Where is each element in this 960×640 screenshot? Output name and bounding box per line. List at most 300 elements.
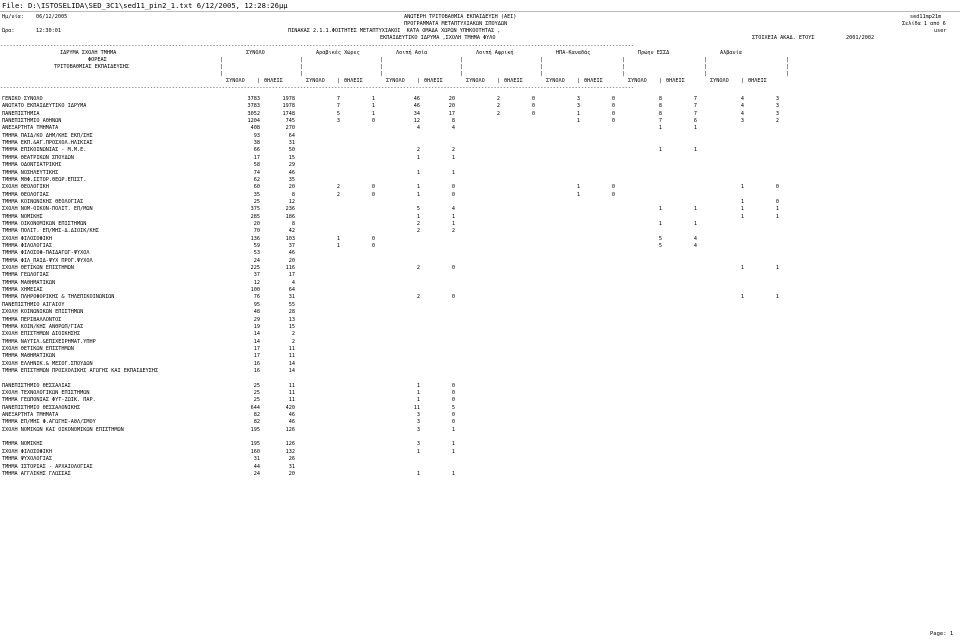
row-value: 100 [250, 287, 260, 294]
row-value: 1 [693, 147, 697, 154]
row-value: 2 [775, 118, 779, 124]
table-row [0, 206, 960, 213]
row-value: 17 [253, 154, 260, 161]
separator-header: ----------------------------------------------------------------------------------------------------------------------------------------------------------------------------------------------------------- [0, 85, 634, 91]
row-value: 0 [451, 390, 455, 396]
row-value: 15 [288, 323, 295, 330]
table-row [0, 390, 960, 397]
row-value: 64 [288, 287, 295, 294]
row-value: 48 [253, 309, 260, 316]
row-value: 62 [253, 176, 260, 183]
row-value: 1 [416, 470, 420, 477]
table-row [0, 162, 960, 169]
row-value: 4 [451, 206, 455, 213]
academic-year: 2001/2002 [846, 35, 875, 41]
row-value: 0 [611, 110, 615, 117]
header-sub-divider: | [497, 78, 501, 84]
row-value: 0 [371, 118, 375, 124]
row-value: 7 [693, 96, 697, 102]
row-value: 1 [416, 184, 420, 191]
row-label: ΣΧΟΛΗ ΘΕΤΙΚΩΝ ΕΠΙΣΤΗΜΩΝ [2, 345, 74, 352]
table-row [0, 309, 960, 316]
row-value: 8 [451, 118, 455, 124]
row-value: 25 [253, 390, 260, 396]
row-value: 132 [285, 448, 295, 455]
row-value: 20 [288, 184, 295, 191]
row-value: 7 [336, 103, 340, 110]
row-label: ΣΧΟΛΗ ΕΠΙΣΤΗΜΩΝ ΔΙΟΙΚΗΣΗΣ [2, 331, 81, 338]
row-value: 3 [775, 110, 779, 117]
row-value: 17 [253, 345, 260, 352]
row-value: 270 [285, 125, 295, 132]
table-row [0, 317, 960, 324]
table-row [0, 302, 960, 309]
row-label: ΣΧΟΛΗ ΦΙΛΟΣΟΦΙΚΗ [2, 235, 52, 242]
row-value: 2 [416, 228, 420, 235]
row-value: 12 [288, 198, 295, 205]
row-label: ΤΜΗΜΑ ΨΥΧΟΛΟΓΙΑΣ [2, 456, 52, 463]
row-value: 93 [253, 132, 260, 139]
row-label: ΣΧΟΛΗ ΘΕΤΙΚΩΝ ΕΠΙΣΤΗΜΩΝ [2, 265, 74, 271]
header-column-divider: | [380, 57, 384, 63]
row-value: 70 [253, 228, 260, 235]
row-value: 0 [531, 103, 535, 110]
row-label: ΣΧΟΛΗ ΤΕΧΝΟΛΟΓΙΚΩΝ ΕΠΙΣΤΗΜΩΝ [2, 390, 90, 396]
row-label: ΣΧΟΛΗ ΦΙΛΟΣΟΦΙΚΗ [2, 448, 52, 455]
row-value: 285 [250, 213, 260, 220]
header-sub-divider: | [337, 78, 341, 84]
table-row [0, 272, 960, 279]
sub-header-5-1: ΣΥΝΟΛΟ [546, 78, 565, 84]
row-label: ΤΜΗΜΑ ΕΚΠ.&ΑΓ.ΠΡΟΣΧΟΛ.ΗΛΙΚΙΑΣ [2, 140, 93, 147]
report-header-line-4 [0, 35, 960, 42]
row-value: 46 [288, 250, 295, 257]
row-value: 126 [285, 426, 295, 433]
row-value: 59 [253, 243, 260, 249]
row-label: ΤΜΗΜΑ ΠΟΛΙΤ. ΕΠ/ΜΗΣ-Δ.ΔΙΟΙΚ/ΚΗΣ [2, 228, 99, 235]
row-label: ΤΜΗΜΑ ΝΟΜΙΚΗΣ [2, 441, 43, 448]
row-value: 4 [740, 103, 744, 110]
row-value: 20 [288, 257, 295, 264]
row-value: 11 [288, 397, 295, 404]
row-value: 0 [531, 110, 535, 117]
table-row [0, 353, 960, 360]
row-label: ΤΜΗΜΑ ΓΕΩΠΟΝΙΑΣ ΦΥΤ-ΖΩΙΚ. ΠΑΡ. [2, 397, 96, 404]
table-row [0, 147, 960, 154]
row-value: 1 [740, 213, 744, 220]
row-value: 38 [253, 140, 260, 147]
date-label: Ημ/νία: [2, 14, 24, 20]
table-row [0, 339, 960, 346]
row-value: 0 [451, 265, 455, 271]
table-row [0, 405, 960, 412]
row-label: ΑΝΩΤΑΤΟ ΕΚΠΑΙΔΕΥΤΙΚΟ ΙΔΡΥΜΑ [2, 103, 87, 110]
table-row [0, 383, 960, 390]
row-value: 2 [496, 103, 500, 110]
row-value: 3 [416, 412, 420, 419]
sub-header-7-1: ΣΥΝΟΛΟ [710, 78, 729, 84]
row-value: 82 [253, 419, 260, 426]
row-value: 195 [250, 426, 260, 433]
header-column-divider: | [704, 71, 708, 77]
row-value: 8 [291, 220, 295, 227]
report-header-line-3 [0, 28, 960, 35]
row-value: 3 [775, 96, 779, 102]
row-value: 8 [658, 103, 662, 110]
row-value: 1 [416, 382, 420, 389]
row-value: 74 [253, 169, 260, 176]
sub-header-1-1: ΣΥΝΟΛΟ [226, 78, 245, 84]
row-value: 1 [693, 206, 697, 213]
row-value: 19 [253, 323, 260, 330]
row-value: 1 [693, 220, 697, 227]
report-title: ΑΝΩΤΕΡΗ ΤΡΙΤΟΒΑΘΜΙΑ ΕΚΠΑΙΔΕΥΣΗ (ΑΕΙ) [404, 14, 517, 20]
row-value: 50 [288, 147, 295, 154]
row-value: 31 [288, 463, 295, 470]
row-value: 1 [371, 96, 375, 102]
row-label: ΤΜΗΜΑ ΝΑΥΤΙΛ.&ΕΠΙΧΕΙΡΗΜΑΤ.ΥΠΗΡ [2, 338, 96, 345]
row-value: 0 [611, 103, 615, 110]
row-value: 1 [371, 110, 375, 117]
header-column-divider: | [786, 57, 790, 63]
row-value: 375 [250, 206, 260, 213]
row-label: ΤΜΗΜΑ ΠΕΡΙΒΑΛΛΟΝΤΟΣ [2, 316, 62, 323]
row-label: ΤΜΗΜΑ ΜΑΘΗΜΑΤΙΚΩΝ [2, 279, 56, 286]
table-row [0, 434, 960, 441]
table-row [0, 199, 960, 206]
row-value: 1 [658, 125, 662, 132]
row-value: 1978 [282, 103, 295, 110]
table-row [0, 111, 960, 118]
table-row [0, 324, 960, 331]
row-value: 1 [416, 390, 420, 396]
header-column-divider: | [704, 57, 708, 63]
header-sub-divider: | [741, 78, 745, 84]
row-value: 1 [693, 125, 697, 132]
row-value: 195 [250, 441, 260, 448]
row-label: ΤΜΗΜΑ ΝΟΣΗΛΕΥΤΙΚΗΣ [2, 169, 59, 176]
table-title: ΠΙΝΑΚΑΣ 2.1.1.ΦΟΙΤΗΤΕΣ ΜΕΤΑΠΤΥΧΙΑΚΟΙ ΚΑΤΑ ΟΜΑΔΑ ΧΩΡΩΝ ΥΠΗΚΟΟΤΗΤΑΣ , [288, 28, 501, 34]
row-value: 408 [250, 125, 260, 132]
row-label: ΑΝΕΞΑΡΤΗΤΑ ΤΜΗΜΑΤΑ [2, 125, 59, 132]
sub-header-2-2: ΘΗΛΕΙΣ [344, 78, 363, 84]
row-value: 3783 [247, 96, 260, 102]
row-value: 2 [416, 147, 420, 154]
table-row [0, 192, 960, 199]
table-row [0, 412, 960, 419]
row-value: 116 [285, 265, 295, 271]
row-value: 37 [253, 272, 260, 279]
table-row [0, 214, 960, 221]
row-value: 46 [413, 103, 420, 110]
table-row [0, 471, 960, 478]
header-column-divider: | [540, 64, 544, 70]
row-value: 11 [288, 345, 295, 352]
header-column-divider: | [220, 57, 224, 63]
row-label: ΣΧΟΛΗ ΝΟΜ-ΟΙΚΟΝ-ΠΟΛΙΤ. ΕΠ/ΜΩΝ [2, 206, 93, 213]
row-value: 2 [416, 265, 420, 271]
table-row [0, 103, 960, 110]
row-label: ΓΕΝΙΚΟ ΣΥΝΟΛΟ [2, 96, 43, 102]
header-column-divider: | [622, 64, 626, 70]
row-label: ΤΜΗΜΑ ΟΔΟΝΤΙΑΤΡΙΚΗΣ [2, 162, 62, 169]
row-value: 7 [693, 110, 697, 117]
row-value: 66 [253, 147, 260, 154]
row-value: 1 [451, 441, 455, 448]
row-value: 14 [253, 338, 260, 345]
row-value: 1 [740, 206, 744, 213]
row-value: 46 [288, 412, 295, 419]
row-value: 126 [285, 441, 295, 448]
user-name: user [934, 28, 947, 34]
table-row [0, 280, 960, 287]
row-value: 0 [775, 198, 779, 205]
row-value: 31 [288, 140, 295, 147]
row-value: 0 [371, 235, 375, 242]
report-header-line-1 [0, 14, 960, 21]
row-value: 0 [611, 191, 615, 198]
row-value: 0 [371, 191, 375, 198]
row-value: 20 [448, 103, 455, 110]
table-row [0, 184, 960, 191]
row-label: ΤΜΗΜΑ ΜΑΘΗΜΑΤΙΚΩΝ [2, 353, 56, 360]
row-value: 3783 [247, 103, 260, 110]
row-value: 13 [288, 316, 295, 323]
table-row [0, 464, 960, 471]
table-row [0, 397, 960, 404]
row-value: 4 [291, 279, 295, 286]
table-row [0, 361, 960, 368]
row-value: 3 [416, 419, 420, 426]
header-sub-divider: | [417, 78, 421, 84]
group-header-7: Αλβανία [720, 50, 742, 56]
row-label: ΤΜΗΜΑ ΙΣΤΟΡΙΑΣ - ΑΡΧΑΙΟΛΟΓΙΑΣ [2, 463, 93, 470]
row-value: 1 [416, 213, 420, 220]
row-value: 3 [416, 426, 420, 433]
row-label: ΤΜΗΜΑ ΘΕΟΛΟΓΙΑΣ [2, 191, 49, 198]
row-value: 55 [288, 301, 295, 308]
row-value: 0 [611, 96, 615, 102]
sub-header-3-2: ΘΗΛΕΙΣ [424, 78, 443, 84]
row-value: 1 [775, 213, 779, 220]
table-row [0, 133, 960, 140]
table-row [0, 449, 960, 456]
row-value: 0 [451, 191, 455, 198]
row-value: 2 [496, 96, 500, 102]
row-value: 1 [416, 397, 420, 404]
row-label: ΤΜΗΜΑ ΠΑΙΔ/ΚΟ ΔΗΜ/ΚΗΣ ΕΚΠ/ΣΗΣ [2, 132, 93, 139]
stats-label: ΣΤΟΙΧΕΙΑ ΑΚΑΔ. ΕΤΟΥΣ [752, 35, 815, 41]
row-label: ΠΑΝΕΠΙΣΤΗΜΙΑ [2, 110, 40, 117]
page-indicator: Σελίδα 1 από 6 [902, 21, 946, 27]
row-label: ΤΜΗΜΑ ΟΙΚΟΝΟΜΙΚΩΝ ΕΠΙΣΤΗΜΩΝ [2, 220, 87, 227]
header-column-divider: | [622, 71, 626, 77]
row-value: 1 [451, 169, 455, 176]
row-value: 28 [288, 309, 295, 316]
row-value: 5 [658, 243, 662, 249]
row-value: 1 [658, 206, 662, 213]
row-label: ΠΑΝΕΠΙΣΤΗΜΙΟ ΘΕΣΣΑΛΙΑΣ [2, 382, 71, 389]
row-value: 8 [291, 191, 295, 198]
row-value: 1 [740, 294, 744, 301]
row-value: 42 [288, 228, 295, 235]
row-value: 160 [250, 448, 260, 455]
row-value: 95 [253, 301, 260, 308]
row-value: 46 [413, 96, 420, 102]
row-value: 1 [451, 220, 455, 227]
row-value: 1 [451, 213, 455, 220]
row-value: 7 [336, 96, 340, 102]
row-value: 1 [658, 220, 662, 227]
page-footer: Page: 1 [930, 631, 954, 637]
row-label: ΤΜΗΜΑ ΧΗΜΕΙΑΣ [2, 287, 43, 294]
row-value: 1 [775, 206, 779, 213]
sub-header-5-2: ΘΗΛΕΙΣ [584, 78, 603, 84]
row-label: ΣΧΟΛΗ ΝΟΜΙΚΩΝ ΚΑΙ ΟΙΚΟΝΟΜΙΚΩΝ ΕΠΙΣΤΗΜΩΝ [2, 426, 124, 433]
row-value: 1 [658, 147, 662, 154]
row-value: 7 [693, 103, 697, 110]
row-value: 0 [451, 294, 455, 301]
row-value: 60 [253, 184, 260, 191]
row-value: 53 [253, 250, 260, 257]
row-value: 8 [658, 96, 662, 102]
row-label: ΤΜΗΜΑ ΕΠ/ΜΗΣ Φ.ΑΓΩΓΗΣ-ΑΘΛ/ΣΜΟΥ [2, 419, 96, 426]
row-value: 46 [288, 169, 295, 176]
row-value: 1 [451, 470, 455, 477]
row-value: 1 [416, 169, 420, 176]
row-value: 0 [451, 419, 455, 426]
table-row [0, 441, 960, 448]
time-label: Ώρα: [2, 28, 15, 34]
row-value: 0 [451, 412, 455, 419]
table-row [0, 177, 960, 184]
sub-header-1-2: ΘΗΛΕΙΣ [264, 78, 283, 84]
table-row [0, 294, 960, 301]
row-label: ΤΜΗΜΑ ΝΟΜΙΚΗΣ [2, 213, 43, 220]
row-value: 0 [451, 382, 455, 389]
row-value: 25 [253, 397, 260, 404]
row-value: 4 [416, 125, 420, 132]
row-label: ΤΜΗΜΑ ΓΕΩΛΟΓΙΑΣ [2, 272, 49, 279]
row-value: 17 [448, 110, 455, 117]
row-value: 11 [288, 390, 295, 396]
group-header-6: Πρώην ΕΣΣΔ [638, 50, 670, 56]
row-value: 3 [576, 96, 580, 102]
table-row [0, 331, 960, 338]
row-value: 136 [250, 235, 260, 242]
row-value: 225 [250, 265, 260, 271]
report-document [0, 11, 960, 630]
row-value: 1 [451, 426, 455, 433]
row-value: 1 [740, 198, 744, 205]
row-label: ΤΜΗΜΑ ΘΕΑΤΡΙΚΩΝ ΣΠΟΥΔΩΝ [2, 154, 74, 161]
row-value: 3 [775, 103, 779, 110]
table-row [0, 287, 960, 294]
row-value: 1204 [247, 118, 260, 124]
row-value: 11 [288, 353, 295, 360]
row-value: 14 [288, 360, 295, 367]
row-value: 1 [416, 191, 420, 198]
row-value: 1 [336, 235, 340, 242]
header-column-divider: | [460, 57, 464, 63]
row-value: 186 [285, 213, 295, 220]
table-dimensions: ΕΚΠΑΙΔΕΥΤΙΚΟ ΙΔΡΥΜΑ ,ΣΧΟΛΗ ΤΜΗΜΑ ΦΥΛΟ [380, 35, 496, 41]
sub-header-4-1: ΣΥΝΟΛΟ [466, 78, 485, 84]
row-value: 29 [253, 316, 260, 323]
group-header-1: ΣΥΝΟΛΟ [246, 50, 265, 56]
row-value: 15 [288, 154, 295, 161]
header-column-divider: | [622, 57, 626, 63]
table-row [0, 258, 960, 265]
row-value: 4 [693, 235, 697, 242]
row-label: ΠΑΝΕΠΙΣΤΗΜΙΟ ΘΕΣΣΑΛΟΝΙΚΗΣ [2, 404, 81, 411]
row-value: 0 [611, 184, 615, 191]
row-value: 46 [288, 419, 295, 426]
report-code: sed11mp21m [910, 14, 942, 20]
window-title: File: D:\ISTOSELIDA\SED_3C1\sed11_pin2_1.txt 6/12/2005, 12:28:26μμ [0, 0, 960, 12]
row-value: 1 [451, 154, 455, 161]
header-column-divider: | [786, 71, 790, 77]
row-value: 5 [336, 110, 340, 117]
row-value: 4 [740, 96, 744, 102]
row-value: 0 [371, 243, 375, 249]
row-value: 1 [740, 184, 744, 191]
row-value: 1 [576, 118, 580, 124]
row-value: 644 [250, 404, 260, 411]
row-value: 0 [611, 118, 615, 124]
separator-top: ----------------------------------------------------------------------------------------------------------------------------------------------------------------------------------------------------------- [0, 43, 634, 49]
table-row [0, 265, 960, 272]
table-row [0, 170, 960, 177]
row-value: 11 [413, 404, 420, 411]
table-row [0, 221, 960, 228]
date-value: 06/12/2005 [36, 14, 68, 20]
row-value: 1 [576, 184, 580, 191]
row-value: 4 [740, 110, 744, 117]
row-value: 745 [285, 118, 295, 124]
table-row [0, 346, 960, 353]
header-column-divider: | [220, 64, 224, 70]
table-row [0, 228, 960, 235]
row-value: 5 [416, 206, 420, 213]
row-value: 3 [416, 441, 420, 448]
sub-header-3-1: ΣΥΝΟΛΟ [386, 78, 405, 84]
table-row [0, 427, 960, 434]
row-label: ΤΜΗΜΑ ΦΙΛ_ΠΑΙΔ-ΨΥΧ ΠΡΟΓ.ΨΥΧΟΛ [2, 257, 93, 264]
row-value: 76 [253, 294, 260, 301]
table-row [0, 125, 960, 132]
sub-header-6-2: ΘΗΛΕΙΣ [666, 78, 685, 84]
row-value: 24 [253, 470, 260, 477]
row-value: 1 [576, 191, 580, 198]
row-value: 35 [253, 191, 260, 198]
table-row [0, 140, 960, 147]
row-value: 1 [740, 265, 744, 271]
row-label: ΠΑΝΕΠΙΣΤΗΜΙΟ ΑΙΓΑΙΟΥ [2, 301, 65, 308]
institution-header-2: ΦΟΡΕΑΣ [88, 57, 107, 63]
row-value: 16 [253, 367, 260, 374]
row-label: ΤΜΗΜΑ ΕΠΙΚΟΙΝΩΝΙΑΣ - Μ.Μ.Ε. [2, 147, 87, 154]
row-value: 1 [336, 243, 340, 249]
row-value: 4 [693, 243, 697, 249]
row-value: 1 [416, 154, 420, 161]
sub-header-2-1: ΣΥΝΟΛΟ [306, 78, 325, 84]
row-label: ΤΜΗΜΑ ΦΙΛΟΛΟΓΙΑΣ [2, 243, 52, 249]
row-value: 34 [413, 110, 420, 117]
header-column-divider: | [460, 71, 464, 77]
row-value: 29 [288, 162, 295, 169]
table-row [0, 250, 960, 257]
